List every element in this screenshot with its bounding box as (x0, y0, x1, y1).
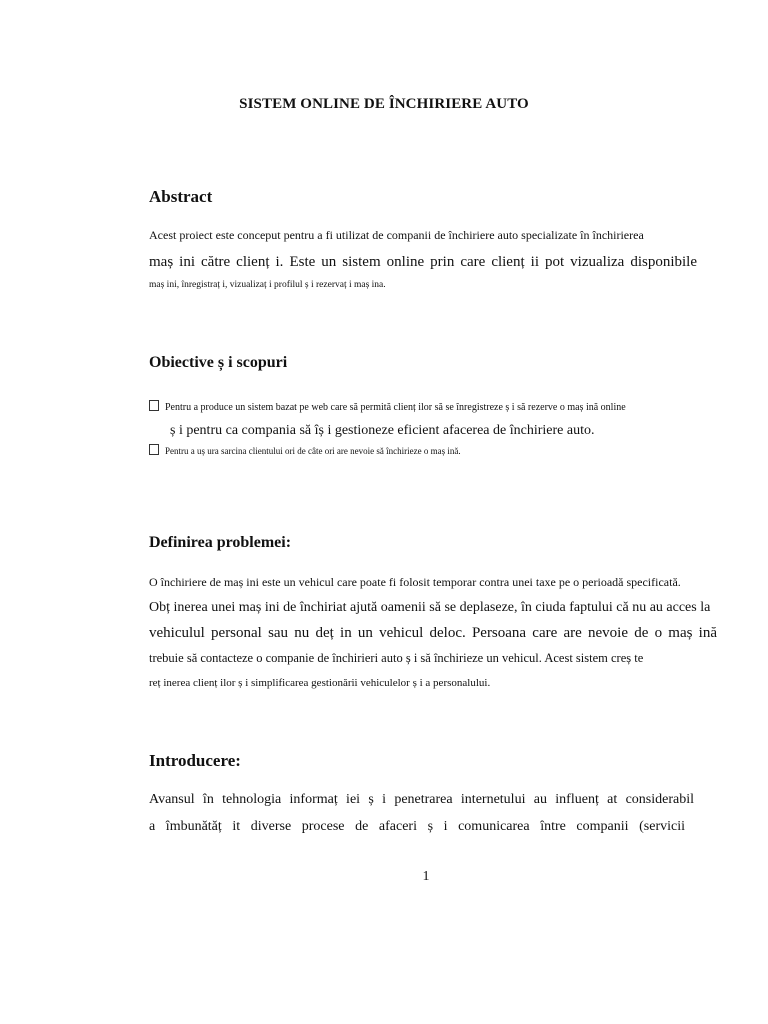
abstract-line-2: maș ini către clienț i. Este un sistem online prin care clienț ii pot vizualiza disponibile (149, 254, 697, 270)
problem-line-4: trebuie să contacteze o companie de închirieri auto ș i să închirieze un vehicul. Acest sistem creș te (149, 651, 644, 665)
problem-line-2: Obț inerea unei maș ini de închiriat ajută oamenii să se deplaseze, în ciuda faptului că nu au acces la (149, 600, 711, 615)
introduction-heading: Introducere: (149, 751, 241, 770)
abstract-line-1: Acest proiect este conceput pentru a fi utilizat de companii de închiriere auto specializate în închirierea (149, 228, 644, 242)
problem-line-5: reț inerea clienț ilor ș i simplificarea gestionării vehiculelor ș i a personalului. (149, 677, 491, 689)
objective-bullet-1-text: Pentru a produce un sistem bazat pe web care să permită clienț ilor să se înregistreze ș i să rezerve o maș ină online (165, 402, 626, 413)
bullet-square-icon (149, 400, 159, 411)
page-number: 1 (422, 869, 430, 884)
problem-heading: Definirea problemei: (149, 534, 292, 551)
document-title: SISTEM ONLINE DE ÎNCHIRIERE AUTO (239, 96, 529, 112)
abstract-heading: Abstract (149, 187, 213, 206)
objective-bullet-1-continuation: ș i pentru ca compania să îș i gestioneze eficient afacerea de închiriere auto. (170, 423, 595, 438)
objective-bullet-1 (149, 400, 626, 413)
problem-line-3: vehiculul personal sau nu deț in un vehicul deloc. Persoana care are nevoie de o maș ină (149, 625, 717, 641)
introduction-line-1: Avansul în tehnologia informaț iei ș i penetrarea internetului au influenț at considerabil (149, 792, 694, 807)
objectives-heading: Obiective ș i scopuri (149, 354, 288, 371)
objective-bullet-2-text: Pentru a uș ura sarcina clientului ori de câte ori are nevoie să închirieze o maș ină. (165, 446, 461, 456)
objective-bullet-2 (149, 444, 461, 456)
problem-line-1: O închiriere de maș ini este un vehicul care poate fi folosit temporar contra unei taxe pe o perioadă specificată. (149, 575, 681, 589)
bullet-square-icon (149, 444, 159, 455)
introduction-line-2: a îmbunătăț it diverse procese de afaceri ș i comunicarea între companii (servicii (149, 819, 685, 834)
abstract-line-3: maș ini, înregistraț i, vizualizaț i profilul ș i rezervaț i maș ina. (149, 280, 386, 290)
